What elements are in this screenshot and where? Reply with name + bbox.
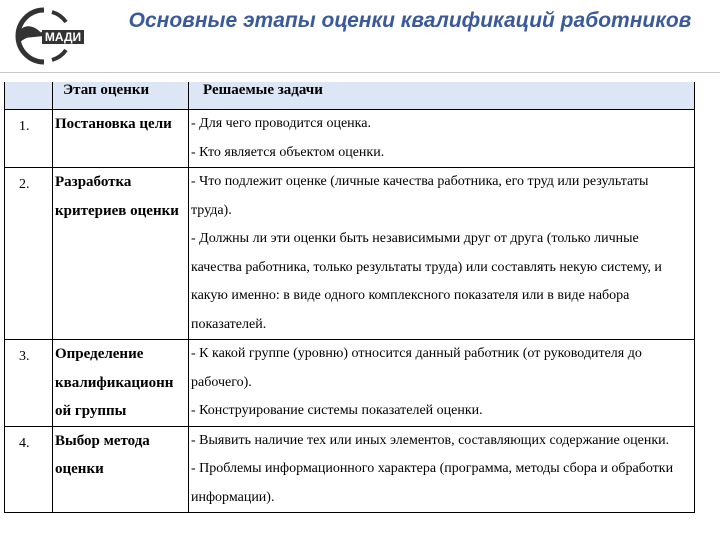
tasks-cell [189, 340, 695, 427]
stage-line: Разработка [55, 174, 132, 190]
stage-cell [53, 168, 189, 340]
task-item: - Выявить наличие тех или иных элементов, составляющих содержание оценки. [191, 432, 670, 448]
task-item: - Конструирование системы показателей оценки. [191, 403, 483, 418]
header-num-cell [5, 82, 53, 110]
task-item: - Должны ли эти оценки быть независимыми друг от друга (только личные качества работника, только результаты труда) или составлять некую систему, и какую именно: в виде одного комплексного показателя или в виде набора показателей. [191, 231, 662, 332]
tasks-cell [189, 426, 695, 513]
page-title: Основные этапы оценки квалификаций работников [128, 9, 692, 32]
tasks-cell [189, 110, 695, 168]
task-item: - Для чего проводится оценка. [191, 116, 371, 131]
row-number: 1. [5, 110, 53, 168]
stage-line: Выбор метода [55, 432, 150, 449]
row-number: 3. [5, 340, 53, 427]
logo-text: МАДИ [44, 30, 82, 44]
assessment-stages-table [4, 82, 695, 513]
task-item: - Кто является объектом оценки. [191, 144, 385, 160]
stage-cell [53, 340, 189, 427]
column-header-tasks: Решаемые задачи [189, 82, 695, 110]
stage-cell [53, 426, 189, 513]
stage-cell [53, 110, 189, 168]
madi-logo [4, 4, 86, 68]
table-row [5, 168, 695, 340]
stage-line: оценки [55, 461, 104, 477]
header-divider [0, 72, 720, 73]
row-number: 2. [5, 168, 53, 340]
table-header-row [5, 82, 695, 110]
madi-emblem-icon [4, 4, 86, 68]
task-item: - Что подлежит оценке (личные качества работника, его труд или результаты труда). [191, 174, 649, 218]
row-number: 4. [5, 426, 53, 513]
stage-line: квалификационн [55, 374, 174, 391]
stage-line: Постановка цели [55, 116, 172, 132]
table-row [5, 340, 695, 427]
stage-line: критериев оценки [55, 202, 179, 219]
tasks-cell [189, 168, 695, 340]
task-item: - Проблемы информационного характера (программа, методы сбора и обработки информации). [191, 461, 674, 505]
table-row [5, 110, 695, 168]
task-item: - К какой группе (уровню) относится данный работник (от руководителя до рабочего). [191, 346, 642, 390]
stage-line: Определение [55, 346, 144, 362]
stage-line: ой группы [55, 403, 127, 419]
table-row [5, 426, 695, 513]
column-header-stage: Этап оценки [53, 82, 189, 110]
